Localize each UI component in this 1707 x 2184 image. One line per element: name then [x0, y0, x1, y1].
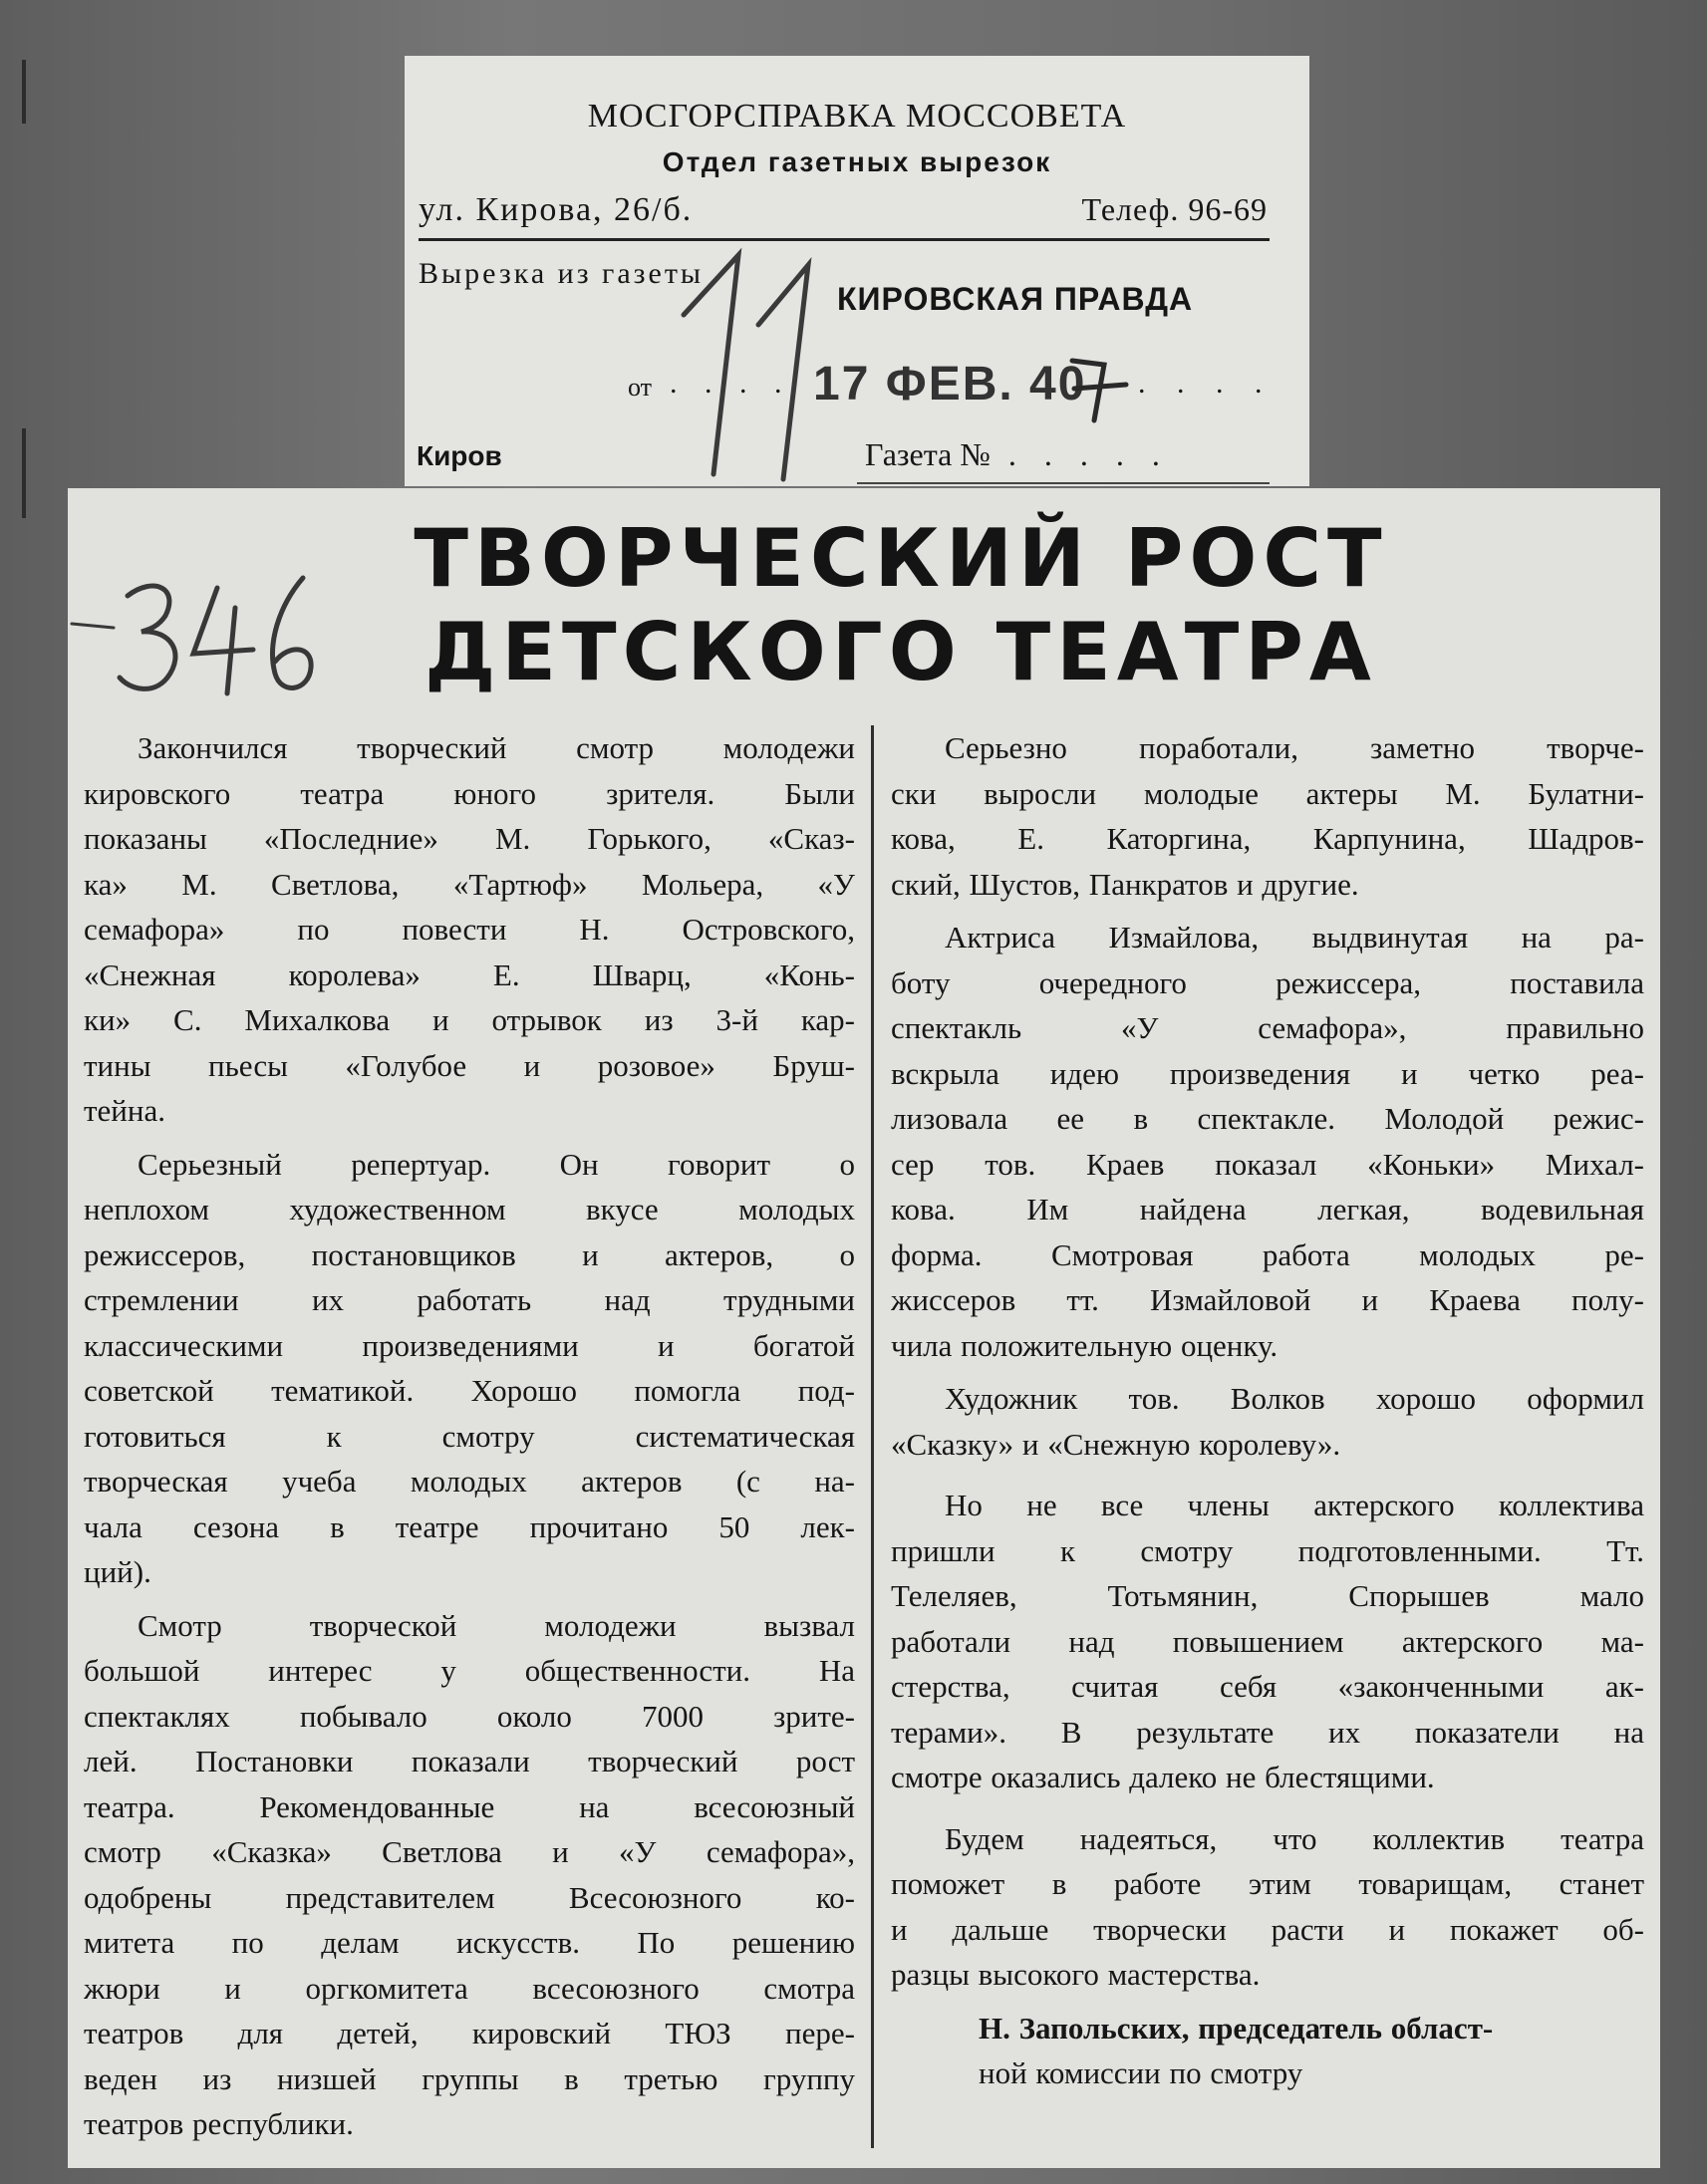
stamp-clip-label: Вырезка из газеты [419, 257, 705, 290]
stamp-divider [857, 482, 1270, 484]
paragraph-gap [891, 1998, 1644, 2006]
text-line: Будем надеяться, что коллектив театра [945, 1820, 1644, 1856]
text-line: стерства, считая себя «законченными ак- [891, 1669, 1644, 1704]
text-line: тейна. [84, 1093, 165, 1128]
article-column-right [891, 725, 1644, 2096]
text-line: пришли к смотру подготовленными. Тт. [891, 1532, 1644, 1568]
text-line: тины пьесы «Голубое и розовое» Бруш- [84, 1047, 855, 1083]
clipping-service-stamp [405, 56, 1309, 486]
text-line: митета по делам искусств. По решению [84, 1925, 855, 1960]
text-line: форма. Смотровая работа молодых ре- [891, 1236, 1644, 1272]
text-line: работали над повышением актерского ма- [891, 1623, 1644, 1659]
text-line: лизовала ее в спектакле. Молодой режис- [891, 1101, 1644, 1136]
stamp-date: 17 ФЕВ. 40 [813, 358, 1087, 410]
text-line: режиссеров, постановщиков и актеров, о [84, 1236, 855, 1272]
text-line: неплохом художественном вкусе молодых [84, 1192, 855, 1227]
text-line: ски выросли молодые актеры М. Булатни- [891, 775, 1644, 811]
text-line: кова, Е. Каторгина, Карпунина, Шадров- [891, 821, 1644, 856]
margin-mark [22, 428, 26, 518]
paragraph-gap [84, 1134, 855, 1142]
stamp-dots: . . . . . [1007, 436, 1170, 472]
text-line: и дальше творчески расти и покажет об- [891, 1911, 1644, 1947]
text-line: смотре оказались далеко не блестящими. [891, 1760, 1435, 1794]
text-line: Телеляев, Тотьмянин, Спорышев мало [891, 1578, 1644, 1613]
column-divider [871, 725, 874, 2148]
text-line: Закончился творческий смотр молодежи [138, 730, 855, 765]
text-line: творческая учеба молодых актеров (с на- [84, 1464, 855, 1499]
stamp-divider [419, 238, 1270, 241]
stamp-issue-label: Газета № [865, 436, 991, 472]
text-line: Актриса Измайлова, выдвинутая на ра- [945, 920, 1644, 955]
stamp-agency: МОСГОРСПРАВКА МОССОВЕТА [587, 98, 1127, 135]
stamp-issue-number [865, 436, 1170, 473]
stamp-city: Киров [417, 440, 502, 471]
text-line: жиссеров тт. Измайловой и Краева полу- [891, 1282, 1644, 1317]
stamp-department: Отдел газетных вырезок [662, 146, 1052, 177]
paragraph-gap [891, 1368, 1644, 1376]
author-title: ной комиссии по смотру [979, 2055, 1303, 2090]
text-line: веден из низшей группы в третью группу [84, 2060, 855, 2096]
text-line: спектакль «У семафора», правильно [891, 1010, 1644, 1045]
newspaper-article [68, 488, 1660, 2168]
stamp-address: ул. Кирова, 26/б. [419, 191, 694, 228]
article-column-left [84, 725, 855, 2147]
headline-line-2: ДЕТСКОГО ТЕАТРА [425, 606, 1377, 698]
headline-line-1: ТВОРЧЕСКИЙ РОСТ [414, 512, 1388, 605]
text-line: разцы высокого мастерства. [891, 1957, 1261, 1992]
text-line: жюри и оргкомитета всесоюзного смотра [84, 1970, 855, 2006]
stamp-date-label: от [628, 373, 653, 402]
text-line: ка» М. Светлова, «Тартюф» Мольера, «У [84, 866, 855, 902]
text-line: семафора» по повести Н. Островского, [84, 912, 855, 947]
paragraph-gap [891, 1800, 1644, 1816]
text-line: кировского театра юного зрителя. Были [84, 775, 855, 811]
text-line: Серьезно поработали, заметно творче- [945, 730, 1644, 765]
stamp-dots: . . . . [670, 367, 792, 400]
text-line: «Снежная королева» Е. Шварц, «Конь- [84, 956, 855, 992]
text-line: Серьезный репертуар. Он говорит о [138, 1146, 855, 1182]
paragraph-gap [891, 907, 1644, 915]
text-line: поможет в работе этим товарищам, станет [891, 1866, 1644, 1901]
text-line: боту очередного режиссера, поставила [891, 964, 1644, 1000]
text-line: Художник тов. Волков хорошо оформил [945, 1381, 1644, 1416]
text-line: показаны «Последние» М. Горького, «Сказ- [84, 821, 855, 856]
text-line: стремлении их работать над трудными [84, 1282, 855, 1317]
text-line: одобрены представителем Всесоюзного ко- [84, 1879, 855, 1915]
text-line: ский, Шустов, Панкратов и другие. [891, 866, 1359, 902]
text-line: большой интерес у общественности. На [84, 1653, 855, 1688]
text-line: Смотр творческой молодежи вызвал [138, 1607, 855, 1643]
text-line: чила положительную оценку. [891, 1327, 1279, 1363]
text-line: вскрыла идею произведения и четко реа- [891, 1055, 1644, 1091]
paragraph-gap [84, 1595, 855, 1603]
text-line: сер тов. Краев показал «Коньки» Михал- [891, 1146, 1644, 1182]
stamp-newspaper-name: КИРОВСКАЯ ПРАВДА [837, 281, 1194, 317]
text-line: ций). [84, 1554, 151, 1589]
author-signature: Н. Запольских, председатель област- [979, 2010, 1494, 2046]
stamp-dots: . . . . [1138, 367, 1275, 400]
text-line: лей. Постановки показали творческий рост [84, 1744, 855, 1778]
text-line: спектаклях побывало около 7000 зрите- [84, 1698, 855, 1734]
text-line: смотр «Сказка» Светлова и «У семафора», [84, 1834, 855, 1869]
paragraph-gap [891, 1467, 1644, 1483]
text-line: классическими произведениями и богатой [84, 1327, 855, 1363]
text-line: Но не все члены актерского коллектива [945, 1488, 1644, 1522]
text-line: театров республики. [84, 2106, 354, 2141]
text-line: готовиться к смотру систематическая [84, 1418, 855, 1454]
text-line: ки» С. Михалкова и отрывок из 3-й кар- [84, 1002, 855, 1037]
text-line: терами». В результате их показатели на [891, 1714, 1644, 1750]
text-line: театров для детей, кировский ТЮЗ пере- [84, 2016, 855, 2050]
text-line: театра. Рекомендованные на всесоюзный [84, 1788, 855, 1824]
text-line: чала сезона в театре прочитано 50 лек- [84, 1508, 855, 1544]
text-line: советской тематикой. Хорошо помогла под- [84, 1373, 855, 1408]
margin-mark [22, 60, 26, 124]
text-line: кова. Им найдена легкая, водевильная [891, 1192, 1644, 1227]
stamp-phone: Телеф. 96-69 [1081, 191, 1268, 227]
text-line: «Сказку» и «Снежную королеву». [891, 1426, 1341, 1462]
